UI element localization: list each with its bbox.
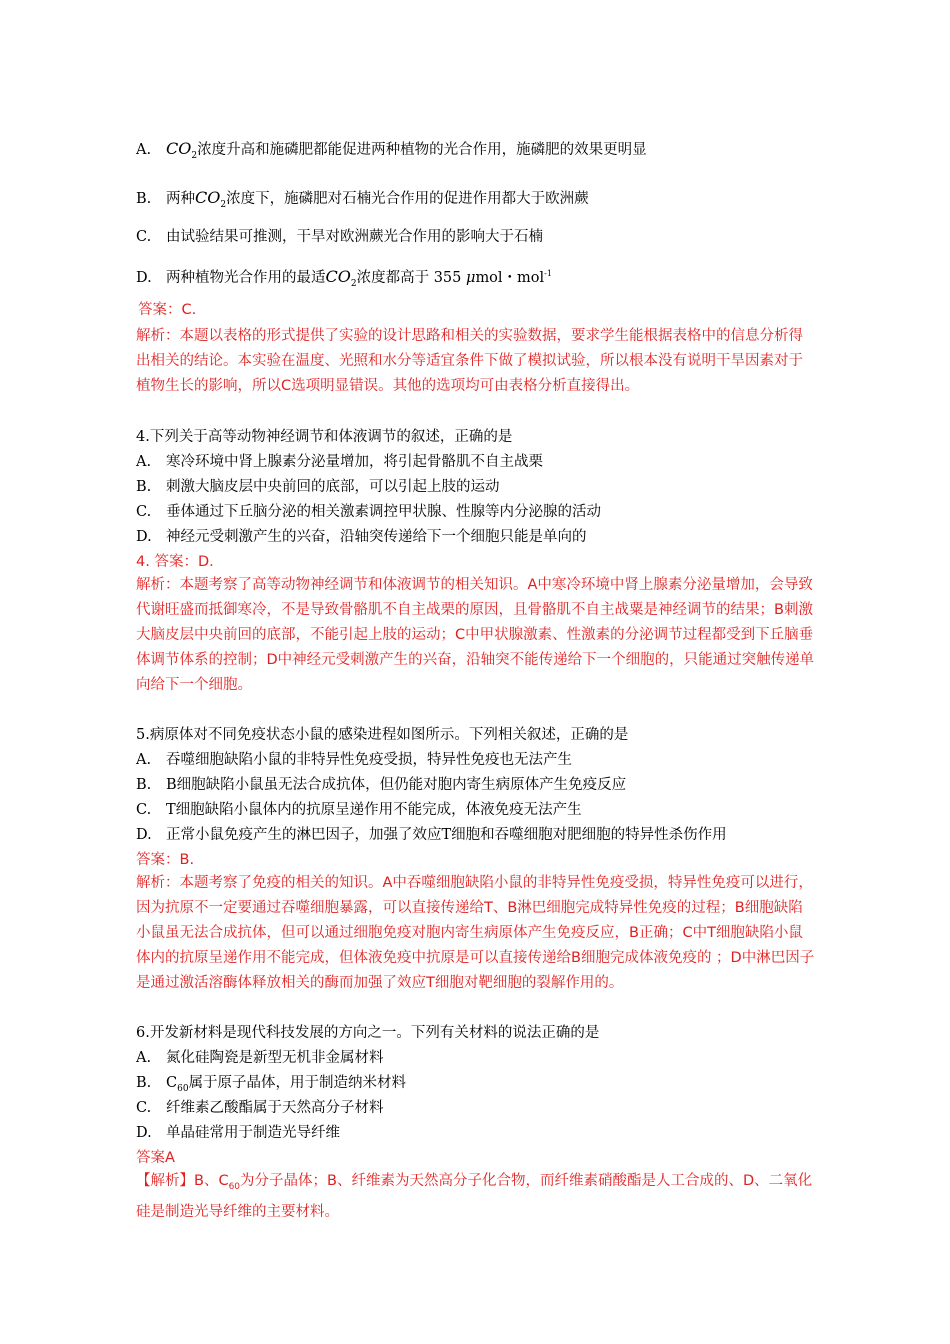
q5-answer: 答案：B.: [136, 852, 195, 868]
q5-option-a: A. 吞噬细胞缺陷小鼠的非特异性免疫受损，特异性免疫也无法产生: [136, 752, 572, 768]
co2-formula: $CO_2$: [325, 266, 357, 290]
q3-analysis: 解析：本题以表格的形式提供了实验的设计思路和相关的实验数据，要求学生能根据表格中的信息分析得出相关的结论。本实验在温度、光照和水分等适宜条件下做了模拟试验，所以根本没有说明干旱因素对于植物生长的影响，所以C选项明显错误。其他的选项均可由表格分析直接得出。: [136, 328, 803, 394]
q4-option-b: B. 刺激大脑皮层中央前回的底部，可以引起上肢的运动: [136, 479, 500, 495]
q4-stem: 4.下列关于高等动物神经调节和体液调节的叙述，正确的是: [136, 429, 513, 445]
q6-analysis: 【解析】B、$C_{60}$为分子晶体；B、纤维素为天然高分子化合物，而纤维素硝酸酯是人工合成的、D、二氧化硅是制造光导纤维的主要材料。: [136, 1173, 813, 1220]
q4-answer: 4. 答案：D.: [136, 554, 214, 570]
option-label: A.: [136, 142, 152, 158]
option-label: C.: [136, 229, 152, 245]
q4-option-c: C. 垂体通过下丘脑分泌的相关激素调控甲状腺、性腺等内分泌腺的活动: [136, 504, 601, 520]
q5-option-b: B. B细胞缺陷小鼠虽无法合成抗体，但仍能对胞内寄生病原体产生免疫反应: [136, 777, 627, 793]
q6-option-d: D. 单晶硅常用于制造光导纤维: [136, 1125, 340, 1141]
option-text: 浓度下，施磷肥对石楠光合作用的促进作用都大于欧洲蕨: [226, 191, 589, 207]
q4-option-a: A. 寒冷环境中肾上腺素分泌量增加，将引起骨骼肌不自主战栗: [136, 454, 543, 470]
q4-option-d: D. 神经元受刺激产生的兴奋，沿轴突传递给下一个细胞只能是单向的: [136, 529, 587, 545]
q5-option-d: D. 正常小鼠免疫产生的淋巴因子，加强了效应T细胞和吞噬细胞对肥细胞的特异性杀伤作用: [136, 827, 727, 843]
q3-option-a: [136, 139, 647, 166]
co2-formula: $CO_2$: [195, 188, 227, 211]
q3-option-d: D. 两种植物光合作用的最适$CO_2$浓度都高于 355 μmol・mol$^{-1}$: [136, 266, 552, 290]
option-text: 浓度升高和施磷肥都能促进两种植物的光合作用，施磷肥的效果更明显: [197, 142, 647, 158]
q5-option-c: C. T细胞缺陷小鼠体内的抗原呈递作用不能完成，体液免疫无法产生: [136, 802, 582, 818]
option-text: 由试验结果可推测，干旱对欧洲蕨光合作用的影响大于石楠: [166, 229, 543, 245]
option-label: D.: [136, 269, 152, 286]
q5-analysis: 解析：本题考察了免疫的相关的知识。A中吞噬细胞缺陷小鼠的非特异性免疫受损，特异性免疫可以进行，因为抗原不一定要通过吞噬细胞暴露，可以直接传递给T、B淋巴细胞完成特异性免疫的过程；B细胞缺陷小鼠虽无法合成抗体，但可以通过细胞免疫对胞内寄生病原体产生免疫反应，B正确；C中T细胞缺陷小鼠体内的抗原呈递作用不能完成，但体液免疫中抗原是可以直接传递给B细胞完成体液免疫的 ；D中淋巴因子是通过激活溶酶体释放相关的酶而加强了效应T细胞对靶细胞的裂解作用的。: [136, 875, 815, 991]
option-label: B.: [136, 191, 152, 207]
q3-answer: 答案：C.: [138, 302, 197, 318]
q3-option-c: [136, 227, 543, 247]
q6-option-b: B. $C_{60}$属于原子晶体，用于制造纳米材料: [136, 1075, 407, 1094]
q6-option-c: C. 纤维素乙酸酯属于天然高分子材料: [136, 1100, 384, 1116]
q6-stem: 6.开发新材料是现代科技发展的方向之一。下列有关材料的说法正确的是: [136, 1025, 600, 1041]
q6-answer: 答案A: [136, 1150, 175, 1166]
q4-analysis: 解析：本题考察了高等动物神经调节和体液调节的相关知识。A中寒冷环境中肾上腺素分泌量增加，会导致代谢旺盛而抵御寒冷，不是导致骨骼肌不自主战栗的原因，且骨骼肌不自主战粟是神经调节的结果；B刺激大脑皮层中央前回的底部，不能引起上肢的运动；C中甲状腺激素、性激素的分泌调节过程都受到下丘脑垂体调节体系的控制；D中神经元受刺激产生的兴奋，沿轴突不能传递给下一个细胞的，只能通过突触传递单向给下一个细胞。: [136, 577, 815, 693]
option-text: 浓度都高于 355: [356, 269, 466, 286]
q5-stem: 5.病原体对不同免疫状态小鼠的感染进程如图所示。下列相关叙述，正确的是: [136, 727, 629, 743]
q6-option-a: A. 氮化硅陶瓷是新型无机非金属材料: [136, 1050, 384, 1066]
co2-formula: $CO_2$: [166, 139, 198, 162]
q3-option-b: B. 两种$CO_2$浓度下，施磷肥对石楠光合作用的促进作用都大于欧洲蕨: [136, 188, 589, 211]
